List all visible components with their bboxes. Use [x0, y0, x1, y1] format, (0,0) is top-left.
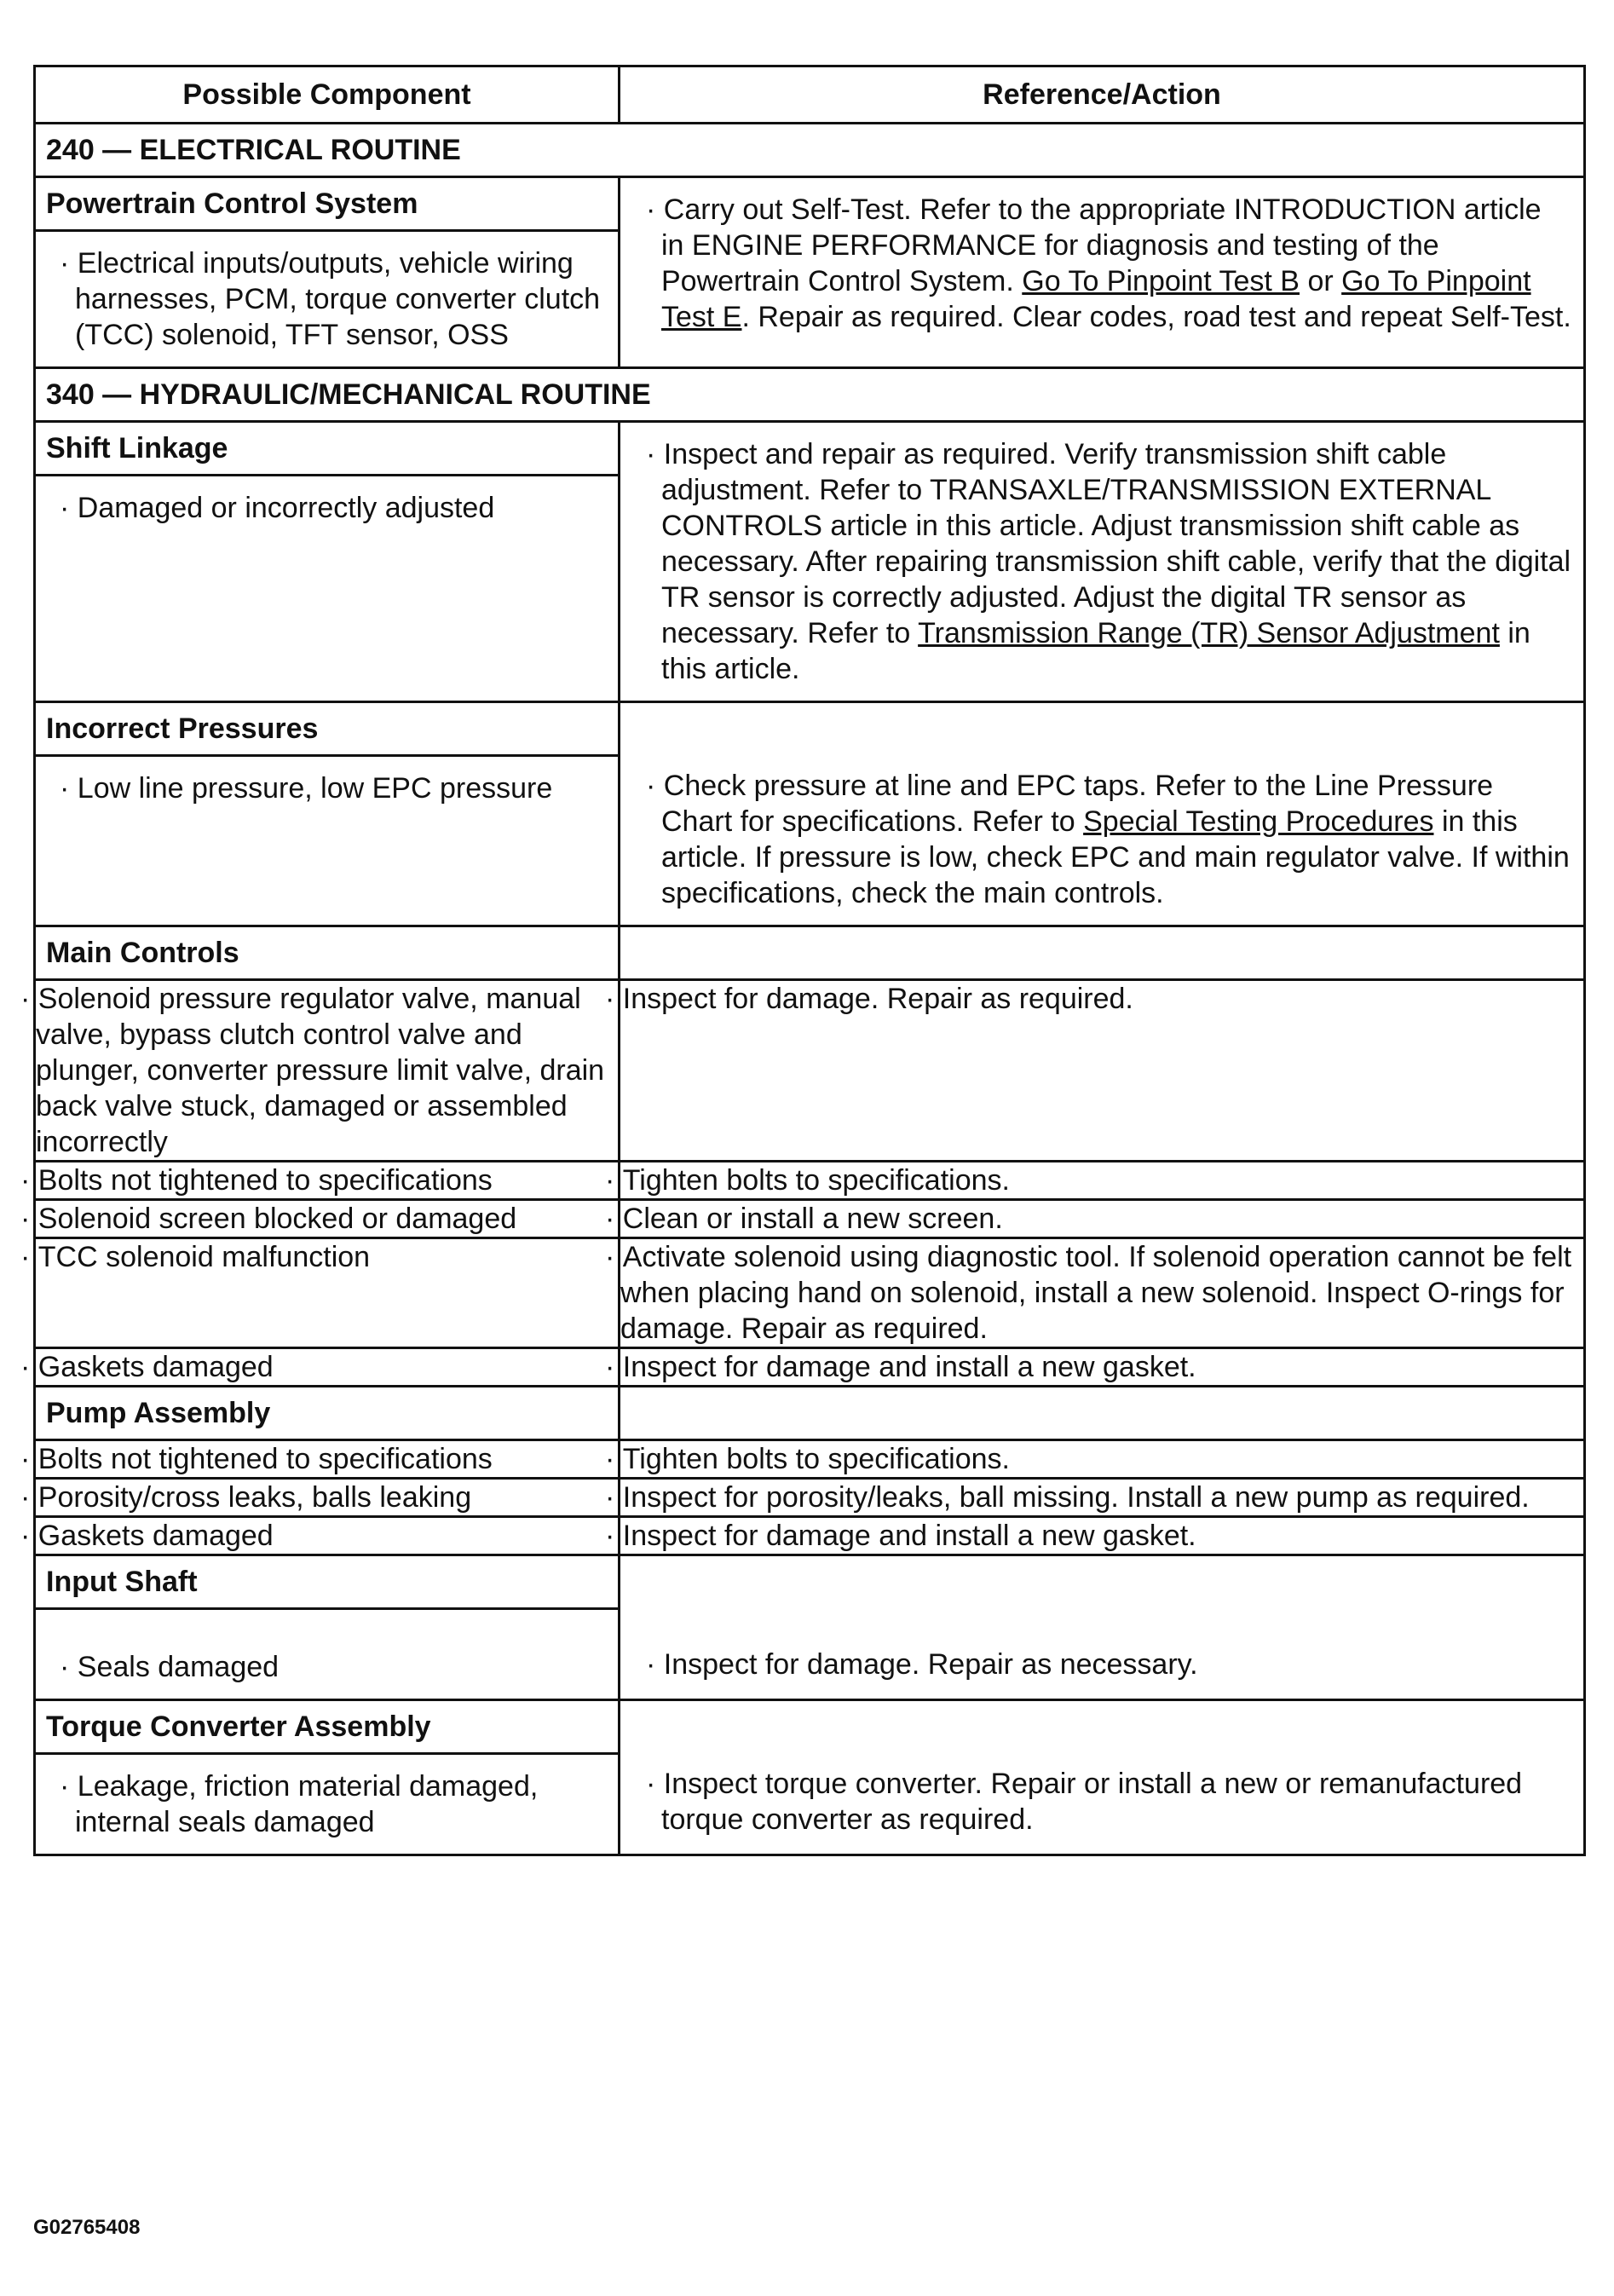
action-cell	[620, 1700, 1585, 1855]
component-text: · Solenoid screen blocked or damaged	[35, 1200, 620, 1238]
component-cell	[35, 1555, 620, 1700]
action-cell	[620, 422, 1585, 702]
action-text: · Inspect for damage and install a new gasket.	[620, 1348, 1585, 1387]
action-cell	[620, 702, 1585, 926]
column-header-action: Reference/Action	[620, 66, 1585, 124]
action-text-b: in this article.	[661, 617, 1530, 685]
component-text: · Bolts not tightened to specifications	[35, 1162, 620, 1200]
action-text: · Activate solenoid using diagnostic tool. If solenoid operation cannot be felt when placing hand on solenoid, install a new solenoid. Inspect O-rings for damage. Repair as required.	[620, 1238, 1585, 1348]
action-text: · Inspect for porosity/leaks, ball missing. Install a new pump as required.	[620, 1479, 1585, 1517]
component-cell	[35, 702, 620, 926]
component-cell	[35, 422, 620, 702]
component-text: · Seals damaged	[36, 1610, 618, 1699]
table-header-row	[35, 66, 1585, 124]
action-text: · Inspect for damage. Repair as necessary.	[620, 1607, 1583, 1696]
action-text: · Inspect torque converter. Repair or install a new or remanufactured torque converter as required.	[620, 1752, 1583, 1851]
table-row	[35, 1700, 1585, 1855]
action-text	[620, 178, 1583, 349]
special-testing-procedures-link[interactable]: Special Testing Procedures	[1083, 805, 1434, 838]
action-text-b: . Repair as required. Clear codes, road test and repeat Self-Test.	[741, 301, 1571, 333]
routine-title: 340 — HYDRAULIC/MECHANICAL ROUTINE	[35, 368, 1585, 422]
diagnosis-table	[33, 65, 1586, 1856]
component-text: · Damaged or incorrectly adjusted	[36, 476, 618, 539]
action-text	[620, 754, 1583, 925]
empty-cell	[620, 1387, 1585, 1440]
action-text-a: Inspect and repair as required. Verify transmission shift cable adjustment. Refer to TRANSAXLE/TRANSMISSION EXTERNAL CONTROLS article in this article. Adjust transmission shift cable as necessary. After repairing transmission shift cable, verify that the digital TR sensor is correctly adjusted. Adjust the digital TR sensor as necessary. Refer to	[661, 438, 1571, 649]
group-title: Input Shaft	[36, 1556, 618, 1610]
group-title-cell	[35, 926, 620, 980]
table-row	[35, 1440, 1585, 1479]
component-text: · Solenoid pressure regulator valve, manual valve, bypass clutch control valve and plunger, converter pressure limit valve, drain back valve stuck, damaged or assembled incorrectly	[35, 980, 620, 1162]
component-cell	[35, 177, 620, 368]
action-text: · Inspect for damage. Repair as required.	[620, 980, 1585, 1162]
component-text: · Porosity/cross leaks, balls leaking	[35, 1479, 620, 1517]
action-cell	[620, 177, 1585, 368]
group-title: Powertrain Control System	[36, 178, 618, 232]
component-text: · Low line pressure, low EPC pressure	[36, 757, 618, 820]
action-text-a: Check pressure at line and EPC taps. Refer to the Line Pressure Chart for specifications. Refer to	[661, 770, 1494, 838]
figure-code: G02765408	[33, 2216, 141, 2239]
or-text: or	[1307, 265, 1334, 297]
table-row	[35, 980, 1585, 1162]
component-text: · Leakage, friction material damaged, internal seals damaged	[36, 1755, 618, 1854]
group-title: Torque Converter Assembly	[36, 1701, 618, 1755]
table-row	[35, 1200, 1585, 1238]
group-title-cell	[35, 1387, 620, 1440]
empty-cell	[620, 926, 1585, 980]
routine-row	[35, 368, 1585, 422]
action-text: · Inspect for damage and install a new gasket.	[620, 1517, 1585, 1555]
action-text: · Clean or install a new screen.	[620, 1200, 1585, 1238]
column-header-component: Possible Component	[35, 66, 620, 124]
group-title: Main Controls	[46, 937, 239, 969]
component-text: · Bolts not tightened to specifications	[35, 1440, 620, 1479]
tr-sensor-adjustment-link[interactable]: Transmission Range (TR) Sensor Adjustment	[918, 617, 1500, 649]
component-text: · Electrical inputs/outputs, vehicle wiring harnesses, PCM, torque converter clutch (TCC) solenoid, TFT sensor, OSS	[36, 232, 618, 366]
routine-title: 240 — ELECTRICAL ROUTINE	[35, 124, 1585, 177]
action-text: · Tighten bolts to specifications.	[620, 1440, 1585, 1479]
component-text: · TCC solenoid malfunction	[35, 1238, 620, 1348]
group-header-row	[35, 926, 1585, 980]
table-row	[35, 1555, 1585, 1700]
action-text-b: in this article. If pressure is low, check EPC and main regulator valve. If within specifications, check the main controls.	[661, 805, 1570, 909]
group-title: Incorrect Pressures	[36, 703, 618, 757]
action-text: · Tighten bolts to specifications.	[620, 1162, 1585, 1200]
table-row	[35, 1238, 1585, 1348]
group-title: Shift Linkage	[36, 423, 618, 476]
component-cell	[35, 1700, 620, 1855]
pinpoint-test-b-link[interactable]: Go To Pinpoint Test B	[1022, 265, 1300, 297]
routine-row	[35, 124, 1585, 177]
group-title: Pump Assembly	[46, 1397, 271, 1429]
table-row	[35, 177, 1585, 368]
action-text	[620, 423, 1583, 701]
table-row	[35, 1517, 1585, 1555]
table-row	[35, 422, 1585, 702]
component-text: · Gaskets damaged	[35, 1348, 620, 1387]
table-row	[35, 1348, 1585, 1387]
table-row	[35, 1162, 1585, 1200]
action-cell	[620, 1555, 1585, 1700]
group-header-row	[35, 1387, 1585, 1440]
pinpoint-test-e-link[interactable]: Go To Pinpoint Test E	[661, 265, 1531, 333]
table-row	[35, 1479, 1585, 1517]
table-row	[35, 702, 1585, 926]
component-text: · Gaskets damaged	[35, 1517, 620, 1555]
action-text-a: Carry out Self-Test. Refer to the appropriate INTRODUCTION article in ENGINE PERFORMANCE for diagnosis and testing of the Powertrain Control System.	[661, 193, 1542, 297]
